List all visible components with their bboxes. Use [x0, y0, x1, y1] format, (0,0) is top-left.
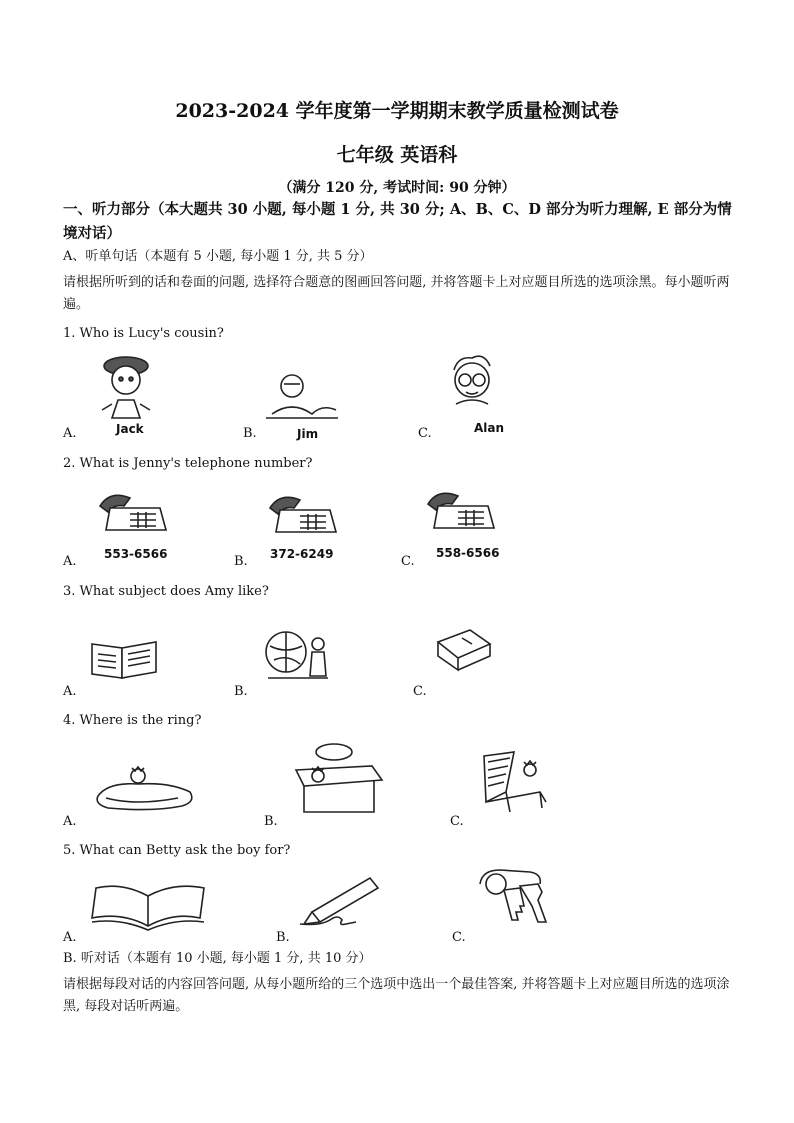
- boy-glasses-picture: [442, 354, 502, 414]
- option-label: A.: [63, 684, 77, 699]
- part-a-title: A、听单句话（本题有 5 小题, 每小题 1 分, 共 5 分）: [63, 249, 373, 264]
- caption-jim: Jim: [297, 427, 319, 441]
- telephone-icon: [424, 486, 496, 534]
- option-label: C.: [450, 814, 464, 829]
- option-label: A.: [63, 814, 77, 829]
- caption-phone-c: 558-6566: [436, 546, 500, 560]
- option-label: C.: [401, 554, 415, 569]
- telephone-icon: [96, 488, 168, 536]
- part-b-title: B. 听对话（本题有 10 小题, 每小题 1 分, 共 10 分）: [63, 951, 372, 966]
- exam-subtitle: 七年级 英语科: [336, 144, 458, 166]
- caption-jack: Jack: [116, 422, 144, 436]
- option-label: B.: [276, 930, 290, 945]
- exam-info: （满分 120 分, 考试时间: 90 分钟）: [278, 180, 516, 196]
- caption-alan: Alan: [474, 421, 505, 435]
- question-5: 5. What can Betty ask the boy for?: [63, 843, 291, 858]
- option-label: B.: [264, 814, 278, 829]
- caption-phone-a: 553-6566: [104, 547, 168, 561]
- dictionary-picture: [432, 624, 494, 672]
- question-2: 2. What is Jenny's telephone number?: [63, 456, 313, 471]
- option-label: A.: [63, 554, 77, 569]
- boy-cap-picture: [88, 352, 168, 420]
- keys-picture: [474, 866, 554, 936]
- boy-reading-picture: [262, 372, 342, 420]
- desk-ring-picture: [288, 742, 392, 818]
- part-b-instructions: 请根据每段对话的内容回答问题, 从每小题所给的三个选项中选出一个最佳答案, 并将答题卡上对应题目所选的选项涂黑, 每段对话听两遍。: [63, 977, 730, 1014]
- option-label: C.: [452, 930, 466, 945]
- option-label: B.: [243, 426, 257, 441]
- caption-phone-b: 372-6249: [270, 547, 334, 561]
- open-book-picture: [88, 636, 164, 682]
- sofa-ring-picture: [92, 762, 202, 812]
- option-label: B.: [234, 684, 248, 699]
- telephone-icon: [266, 490, 338, 538]
- option-label: B.: [234, 554, 248, 569]
- option-label: A.: [63, 930, 77, 945]
- option-label: A.: [63, 426, 77, 441]
- pencil-picture: [294, 872, 390, 926]
- globe-students-picture: [258, 626, 338, 686]
- chair-ring-picture: [478, 748, 556, 814]
- part-a-instructions: 请根据所听到的话和卷面的问题, 选择符合题意的图画回答问题, 并将答题卡上对应题目所选的选项涂黑。每小题听两遍。: [63, 275, 730, 312]
- option-label: C.: [413, 684, 427, 699]
- question-3: 3. What subject does Amy like?: [63, 584, 269, 599]
- question-1: 1. Who is Lucy's cousin?: [63, 326, 224, 341]
- option-label: C.: [418, 426, 432, 441]
- notebook-picture: [86, 880, 214, 930]
- section-heading: 一、听力部分（本大题共 30 小题, 每小题 1 分, 共 30 分; A、B、C、D 部分为听力理解, E 部分为情境对话）: [63, 201, 732, 242]
- question-4: 4. Where is the ring?: [63, 713, 202, 728]
- exam-title: 2023-2024 学年度第一学期期末教学质量检测试卷: [175, 100, 619, 122]
